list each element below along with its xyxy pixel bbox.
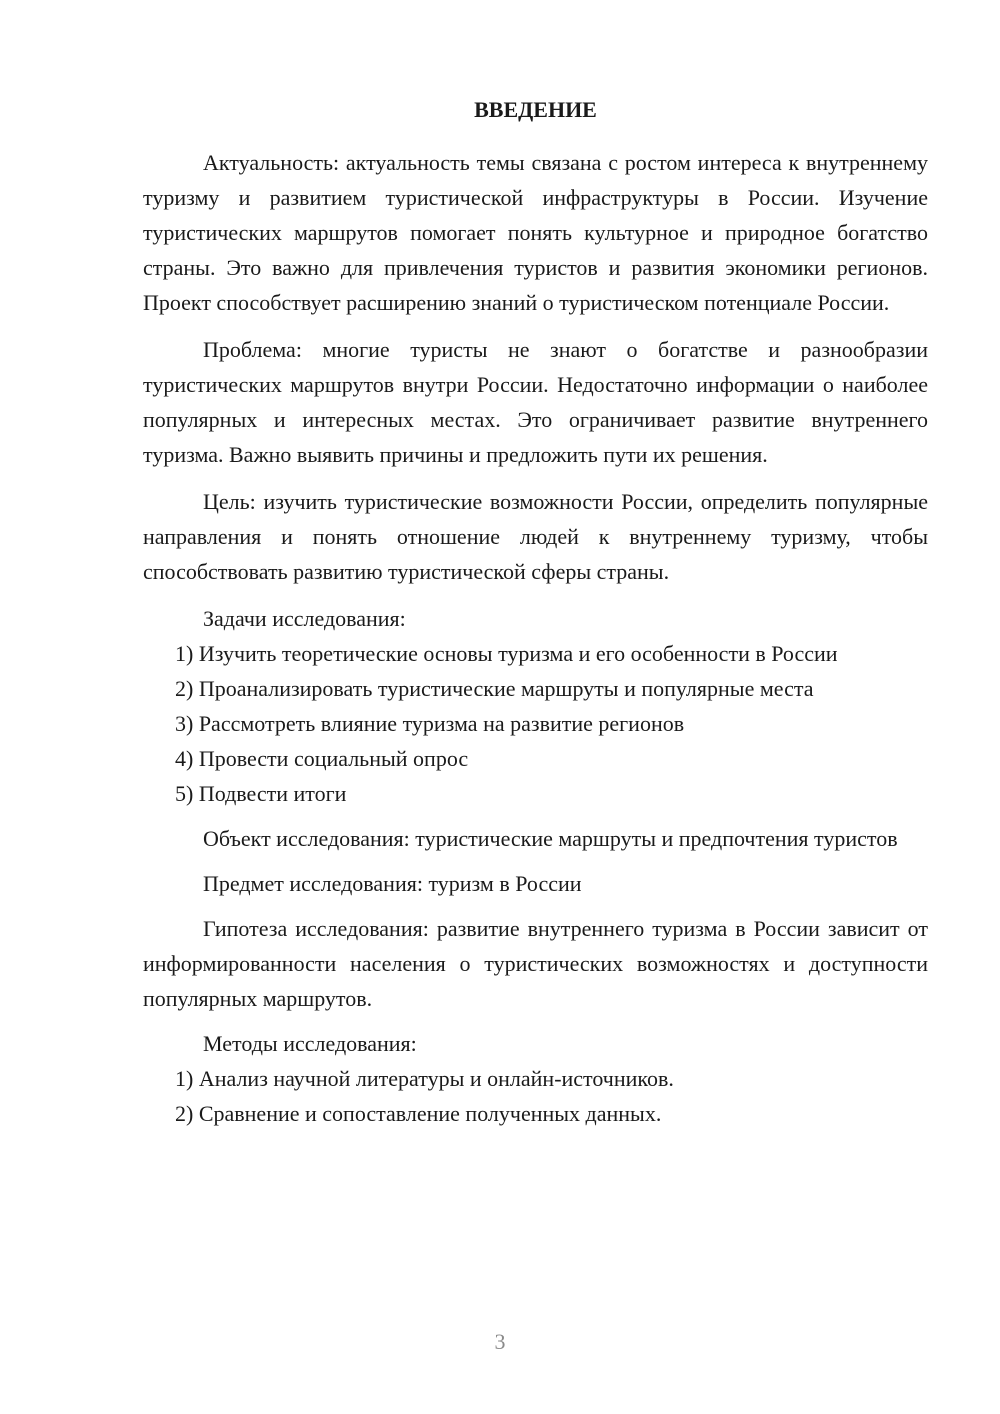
relevance-paragraph: Актуальность: актуальность темы связана с ростом интереса к внутреннему туризму и развитием туристической инфраструктуры в России. Изучение туристических маршрутов помогает понять культурное и природное богатство страны. Это важно для привлечения туристов и развития экономики регионов. Проект способствует расширению знаний о туристическом потенциале России. xyxy=(143,150,928,315)
task-item-3: 3) Рассмотреть влияние туризма на развитие регионов xyxy=(175,711,685,736)
page-number: 3 xyxy=(494,1329,506,1354)
methods-title: Методы исследования: xyxy=(203,1031,417,1056)
hypothesis-paragraph: Гипотеза исследования: развитие внутреннего туризма в России зависит от информированности населения о туристических возможностях и доступности популярных маршрутов. xyxy=(143,916,928,1011)
method-item-2: 2) Сравнение и сопоставление полученных данных. xyxy=(175,1101,662,1126)
task-item-4: 4) Провести социальный опрос xyxy=(175,746,469,771)
object-paragraph: Объект исследования: туристические маршруты и предпочтения туристов xyxy=(203,826,898,851)
subject-paragraph: Предмет исследования: туризм в России xyxy=(203,871,582,896)
section-heading: ВВЕДЕНИЕ xyxy=(474,97,597,122)
method-item-1: 1) Анализ научной литературы и онлайн-источников. xyxy=(175,1066,674,1091)
problem-paragraph: Проблема: многие туристы не знают о богатстве и разнообразии туристических маршрутов внутри России. Недостаточно информации о наиболее популярных и интересных местах. Это ограничивает развитие внутреннего туризма. Важно выявить причины и предложить пути их решения. xyxy=(143,337,928,467)
task-item-5: 5) Подвести итоги xyxy=(175,781,347,806)
goal-paragraph: Цель: изучить туристические возможности России, определить популярные направления и понять отношение людей к внутреннему туризму, чтобы способствовать развитию туристической сферы страны. xyxy=(143,489,928,584)
task-item-1: 1) Изучить теоретические основы туризма и его особенности в России xyxy=(175,641,838,666)
tasks-title: Задачи исследования: xyxy=(203,606,406,631)
page-content xyxy=(143,92,928,1131)
task-item-2: 2) Проанализировать туристические маршруты и популярные места xyxy=(175,676,814,701)
